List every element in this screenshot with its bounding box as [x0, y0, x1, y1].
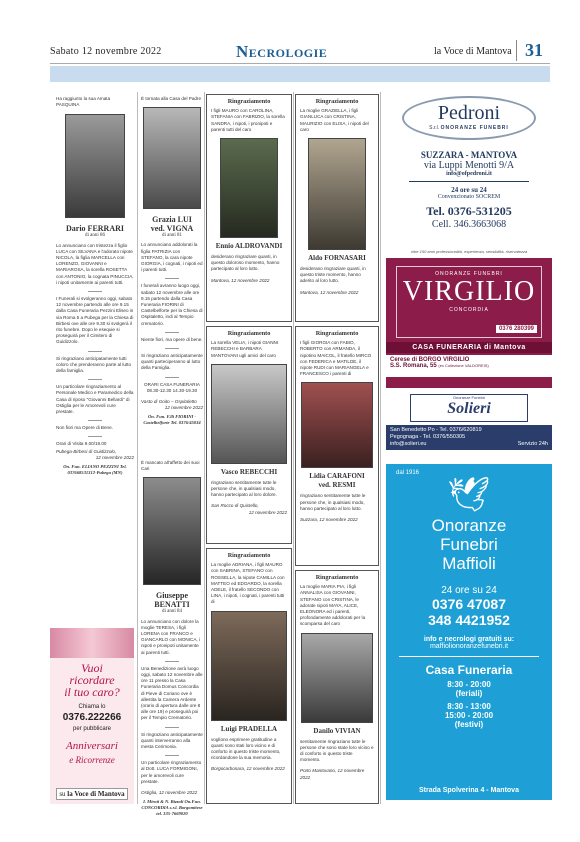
deceased-maiden-name: ved. VIGNA	[150, 224, 194, 234]
ad-brand: Maffioli	[442, 554, 496, 573]
divider	[165, 377, 179, 378]
portrait-photo	[143, 107, 201, 209]
deceased-age: di anni 81	[162, 233, 182, 239]
thanks-place: Mantova, 12 novembre 2022	[211, 277, 270, 283]
deceased-name: Grazia LUI	[152, 215, 192, 225]
ad-address: via Luppi Menotti 9/A	[423, 160, 515, 171]
thanks-text: Un particolare ringraziamento al Dott. LUCA FORMIGONI, per le amorevoli cure prestate.	[141, 760, 202, 784]
ad-address: Strada Spolverina 4 - Mantova	[419, 787, 519, 794]
ad-phone: 348 4421952	[428, 612, 510, 628]
ad-hours: 8:30 - 13:00	[447, 702, 491, 711]
voce-ad	[50, 628, 134, 804]
portrait-photo	[301, 633, 373, 723]
funeral-info: I funerali avranno luogo oggi, sabato 12 novembre alle ore 9.15 partendo dalla Casa Funeraria FIORINI di Castelbelforte per la Chiesa di Ospitaletto, indi al Tempio crematorio.	[141, 283, 203, 326]
page-number: 31	[516, 40, 543, 61]
portrait-photo	[220, 138, 278, 238]
thanks-text: Si ringraziano anticipatamente quanti parteciperanno al lutto della Famiglia.	[141, 353, 203, 371]
deceased-name: Dario FERRARI	[66, 224, 124, 234]
ad-hours: 24 ore su 24	[451, 186, 487, 194]
ad-line: Anniversari	[66, 740, 118, 752]
ad-phone: 0376 47087	[432, 596, 506, 612]
obituary-intro: È tornata alla Casa del Padre	[141, 96, 202, 101]
portrait-photo	[301, 382, 373, 468]
ad-hours: Servizio 24h	[517, 441, 548, 447]
portrait-photo	[211, 364, 287, 464]
portrait-photo	[211, 611, 287, 721]
deceased-name: Giuseppe BENATTI	[154, 591, 190, 610]
ad-hours: 8:30 - 20:00	[447, 680, 491, 689]
deceased-age: di anni 84	[162, 609, 182, 615]
portrait-photo	[308, 138, 366, 250]
ad-hours: 24 ore su 24	[441, 585, 497, 596]
ad-address: S.S. Romana, 55	[390, 363, 437, 369]
ad-line: Casa Funeraria	[425, 663, 513, 677]
ad-email: info@solieri.eu	[390, 441, 427, 447]
obituary-lui-body	[141, 96, 203, 426]
ad-brand: Solieri	[447, 400, 491, 417]
obituary-text: Non fiori ma Opere di Bene.	[56, 425, 113, 431]
deceased-name: Danilo VIVIAN	[313, 726, 361, 735]
ad-line: CONCORDIA	[449, 307, 489, 313]
thanks-text: I figli MAURO con CAROLINA, STEFANIA con FABRIZIO, la sorella SANDRA, i nipoti, i pronipoti e parenti tutti del caro	[211, 108, 285, 132]
divider	[165, 727, 179, 728]
thanks-place: San Rocco di Quistello,	[211, 503, 259, 509]
ad-hours: 15:00 - 20:00	[444, 711, 494, 720]
thanks-aldrovandi	[206, 94, 292, 322]
thanks-title: Ringraziamento	[315, 574, 359, 581]
ad-tagline: ONORANZE FUNEBRI	[435, 271, 503, 277]
deceased-maiden-name: ved. RESMI	[318, 481, 356, 490]
thanks-fornasari	[295, 94, 379, 322]
divider	[88, 420, 102, 421]
ad-line: CASA FUNERARIA di Mantova	[386, 342, 552, 353]
issue-date: Sabato 12 novembre 2022	[50, 46, 162, 57]
ad-city: Cerese di BORGO VIRGILIO	[390, 357, 470, 363]
thanks-vivian	[295, 570, 379, 804]
obituary-date: 12 novembre 2022	[95, 454, 134, 460]
pedroni-logo	[402, 96, 536, 140]
ad-line: Chiama lo	[78, 704, 106, 710]
ad-hours: (festivi)	[454, 720, 484, 729]
obituary-text: Lo annunciano con dolore la moglie TERESA, i figli LORENA con FRANCO e GIANCARLO con MONICA, i nipoti e pronipoti unitamente ai parenti tutti.	[141, 618, 200, 655]
ad-city: SUZZARA - MANTOVA	[420, 150, 518, 160]
deceased-name: Vasco REBECCHI	[220, 467, 278, 476]
thanks-rebecchi	[206, 326, 292, 544]
page-header	[50, 40, 550, 64]
deceased-name: Aldo FORNASARI	[308, 254, 366, 263]
pedroni-ad	[386, 92, 552, 254]
ad-brand: la Voce di Mantova	[67, 790, 125, 798]
ad-phone: Tel. 0376-531205	[426, 204, 512, 218]
visiting-hours: ORARI CASA FUNERARIA 08.30-12.30 14.30-19.30	[144, 381, 200, 393]
column-divider	[137, 92, 138, 804]
divider	[88, 351, 102, 352]
ad-phone: 0376 280399	[496, 325, 537, 333]
obituary-text: Lo annunciano con tristezza il figlio LUCA con SILVANA e l'adorato nipote NICOLA, la figlia MARCELLA con LORENZO, GIOVANNI e MARIAROSA, la sorella ROSETTA con ANTONIO, la cognata PINUCCIA, i nipoti unitamente ai parenti tutti.	[56, 242, 134, 285]
obituary-place: Ostiglia, 12 novembre 2022	[141, 790, 198, 796]
funeral-home-sign: On. Fun. ELIANO PEZZINI Tel. 037668531312-Pubega (MN)	[63, 464, 127, 476]
divider	[165, 278, 179, 279]
divider	[88, 436, 102, 437]
thanks-text: ringraziano sentitamente tutte le persone che, in qualsiasi modo, hanno partecipato al loro dolore.	[211, 479, 277, 498]
thanks-text: vogliono esprimere gratitudine a quanti sono stati loro vicino e di conforto in questo triste momento, ricordandone la sua memoria.	[211, 736, 281, 761]
portrait-photo	[143, 477, 201, 585]
thanks-text: Un particolare ringraziamento al Personale Medico e Paramedico della Casa di riposo "Giovanni Bellardi" di Ostiglia per le Amorevoli cure prestate.	[56, 384, 134, 415]
ad-line: e Ricorrenze	[69, 755, 115, 765]
ad-tagline: Onoranze Funebri	[452, 395, 486, 400]
maffioli-ad	[386, 464, 552, 800]
dove-icon: 🕊	[447, 476, 491, 514]
thanks-carafoni	[295, 326, 379, 566]
column-divider	[204, 92, 205, 804]
obituary-text: Lo annunciano addolorati la figlia PATRIZIA con STEFANO, la cara nipote GIORGIA, i cognati, i nipoti ed i parenti tutti.	[141, 242, 203, 273]
divider	[165, 332, 179, 333]
ad-website: maffiolionoranzefunebri.it	[429, 643, 509, 650]
ad-line: per pubblicare	[72, 726, 112, 732]
ad-email: info@ofpedroni.it	[446, 171, 492, 177]
solieri-ad	[386, 392, 552, 460]
thanks-title: Ringraziamento	[227, 552, 271, 559]
ad-footer: oltre 150 anni professionalità, esperienza, sensibilità, riservatezza	[410, 249, 528, 254]
thanks-text: desiderano ringraziare quanti, in questo triste momento, hanno aderito al loro lutto.	[300, 266, 366, 284]
ad-flower-image	[50, 628, 134, 658]
ad-brand: Pedroni	[437, 102, 501, 124]
header-band	[50, 66, 550, 82]
ad-line: su	[59, 790, 66, 798]
thanks-text: sentitamente ringraziano tutte le persone che sono state loro vicino e di conforto in questo triste momento.	[300, 738, 374, 763]
ad-phone: Cell. 346.3663068	[431, 219, 507, 230]
deceased-name: Lidia CARAFONI	[309, 472, 365, 481]
thanks-title: Ringraziamento	[227, 330, 271, 337]
ad-line: Vuoi	[81, 661, 103, 675]
ad-brand: Funebri	[440, 535, 498, 554]
thanks-text: La moglie MARIA PIA, i figli ANNALISA con GIOVANNI, STEFANO con CRISTINA, le adorate nipoti MAYA, ALICE, ELEONORA ed i parenti, profondamente addolorati per la scomparsa del caro	[300, 584, 366, 627]
ad-line: dal 1916	[396, 470, 420, 476]
thanks-place: Borgocarbonara, 12 novembre 2022	[211, 766, 285, 772]
thanks-text: Si ringraziano anticipatamente tutti coloro che prenderanno parte al lutto della famiglia.	[56, 355, 132, 374]
thanks-place: Porto Mantovano, 12 novembre 2022	[300, 768, 365, 780]
thanks-text: I figli GIORGIA con FABIO, ROBERTO con ARMANDA, il nipotino MAICOL, il fratello MIRCO con FEDERICA e MATILDE, il nipote RUDI con MARIANGELA e FRANCESCO i parenti di	[300, 340, 372, 377]
ad-hours: (feriali)	[455, 689, 483, 698]
ad-phone: 0376.222266	[62, 712, 122, 723]
deceased-name: Luigi PRADELLA	[220, 724, 278, 733]
ad-brand: VIRGILIO	[402, 276, 536, 307]
funeral-info: Una Benedizione avrà luogo oggi, sabato 12 novembre alle ore 11 presso la Casa Funeraria Domus Concordia di Pieve di Coriano ove è allestita la Camera Ardente (orario di apertura dalle ore 8 alle ore 19) e proseguirà poi per il Tempio Crematorio.	[141, 665, 203, 721]
thanks-text: Si ringraziano anticipatamente quanti interverranno alla mesta Cerimonia.	[141, 731, 203, 750]
divider	[88, 291, 102, 292]
obituary-place: Vasto di Goito – Ospitaletto	[141, 399, 197, 405]
funeral-home-sign: I. Miroti & N. Bizzoli On.Fun. CONCORDIA s.r.l. Borgomitese tel. 335-7669020	[141, 799, 203, 817]
ad-brand: Onoranze	[431, 516, 507, 535]
divider	[165, 755, 179, 756]
column-divider	[293, 92, 294, 804]
ad-line: Convenzionato SOCREM	[437, 194, 501, 200]
obituary-date: 12 novembre 2022	[164, 405, 203, 411]
thanks-title: Ringraziamento	[315, 98, 359, 105]
obituary-benatti	[141, 460, 203, 817]
thanks-title: Ringraziamento	[227, 98, 271, 105]
thanks-title: Ringraziamento	[315, 330, 359, 337]
ad-line: info e necrologi gratuiti su:	[423, 636, 515, 643]
ad-line: ricordare	[69, 673, 115, 687]
portrait-photo	[65, 114, 125, 218]
newspaper-name: la Voce di Mantova	[434, 46, 512, 57]
thanks-pradella	[206, 548, 292, 804]
thanks-place: Mantova, 12 novembre 2022	[300, 289, 359, 295]
visiting-hours: Orari di Visita 9.00/19.00	[56, 441, 107, 447]
divider	[165, 661, 179, 662]
ad-phone: Pegognaga - Tel. 0376/550305	[390, 434, 466, 440]
virgilio-ad	[386, 258, 552, 388]
deceased-age: di anni 86	[85, 233, 105, 239]
thanks-text: ringraziano sentitamente tutte le persone che, in qualsiasi modo, hanno partecipato al loro lutto.	[300, 493, 366, 511]
thanks-text: La sorella VELIA, i nipoti GIANNI REBECCHI e BARBARA MANTOVANI ugli amici del caro	[211, 340, 279, 358]
obituary-place: Pubega-Birbesi di Guidizzolo,	[56, 448, 117, 454]
ad-phone: San Benedetto Po - Tel. 0376/620819	[390, 427, 482, 433]
thanks-place: Suzzara, 12 novembre 2022	[300, 517, 358, 523]
obituary-intro: Ha raggiunto la sua Amata PASQUINA	[56, 96, 111, 108]
column-divider	[380, 92, 381, 804]
obituary-intro: È mancato all'affetto dei suoi Cari	[141, 460, 200, 472]
thanks-text: La moglie ADRIANA, i figli MAURO con SABRINA, STEFANO con ROSSELLA, la nipote CAMILLA con MATTEO ed EDOARDO, la sorella ADELE, il fratello SECONDO con LINA, i nipoti, i cognati, i parenti tutti di	[211, 562, 285, 605]
ad-tagline: ONORANZE FUNEBRI	[440, 125, 509, 131]
obituary-text: Niente fiori, ma opere di bene.	[141, 336, 203, 342]
divider	[165, 348, 179, 349]
ad-line: (ex Collezione VALDOREIS)	[438, 363, 489, 368]
section-title: Necrologie	[236, 42, 328, 61]
thanks-text: La moglie GRAZIELLA, i figli GIANLUCA con CRISTINA, MAURIZIO con ELISA, i nipoti del caro	[300, 108, 369, 132]
funeral-info: I Funerali si svolgeranno oggi, sabato 12 novembre partendo alle ore 9.15 dalla Casa Funeraria Pezzini Eliseo in via Roma 5 a Pubega per la Chiesa di Birbesi ove alle ore 9.30 si svolgerà il rito funebre. Dopo le esequie si proseguirà per il Cimitero di Guidizzolo.	[56, 296, 134, 345]
ad-line: S.r.l.	[429, 125, 440, 131]
thanks-text: desiderano ringraziare quanti, in questo doloroso momento, hanno partecipato al loro lutto.	[211, 254, 280, 272]
thanks-date: 12 novembre 2022	[248, 509, 287, 515]
deceased-name: Ennio ALDROVANDI	[215, 242, 283, 251]
funeral-home-sign: On. Fun. F.lli FIORINI - Castelbelforte Tel. 0376/45034	[143, 414, 201, 426]
obituary-ferrari	[56, 96, 134, 476]
ad-line: il tuo caro?	[64, 685, 120, 699]
divider	[88, 379, 102, 380]
